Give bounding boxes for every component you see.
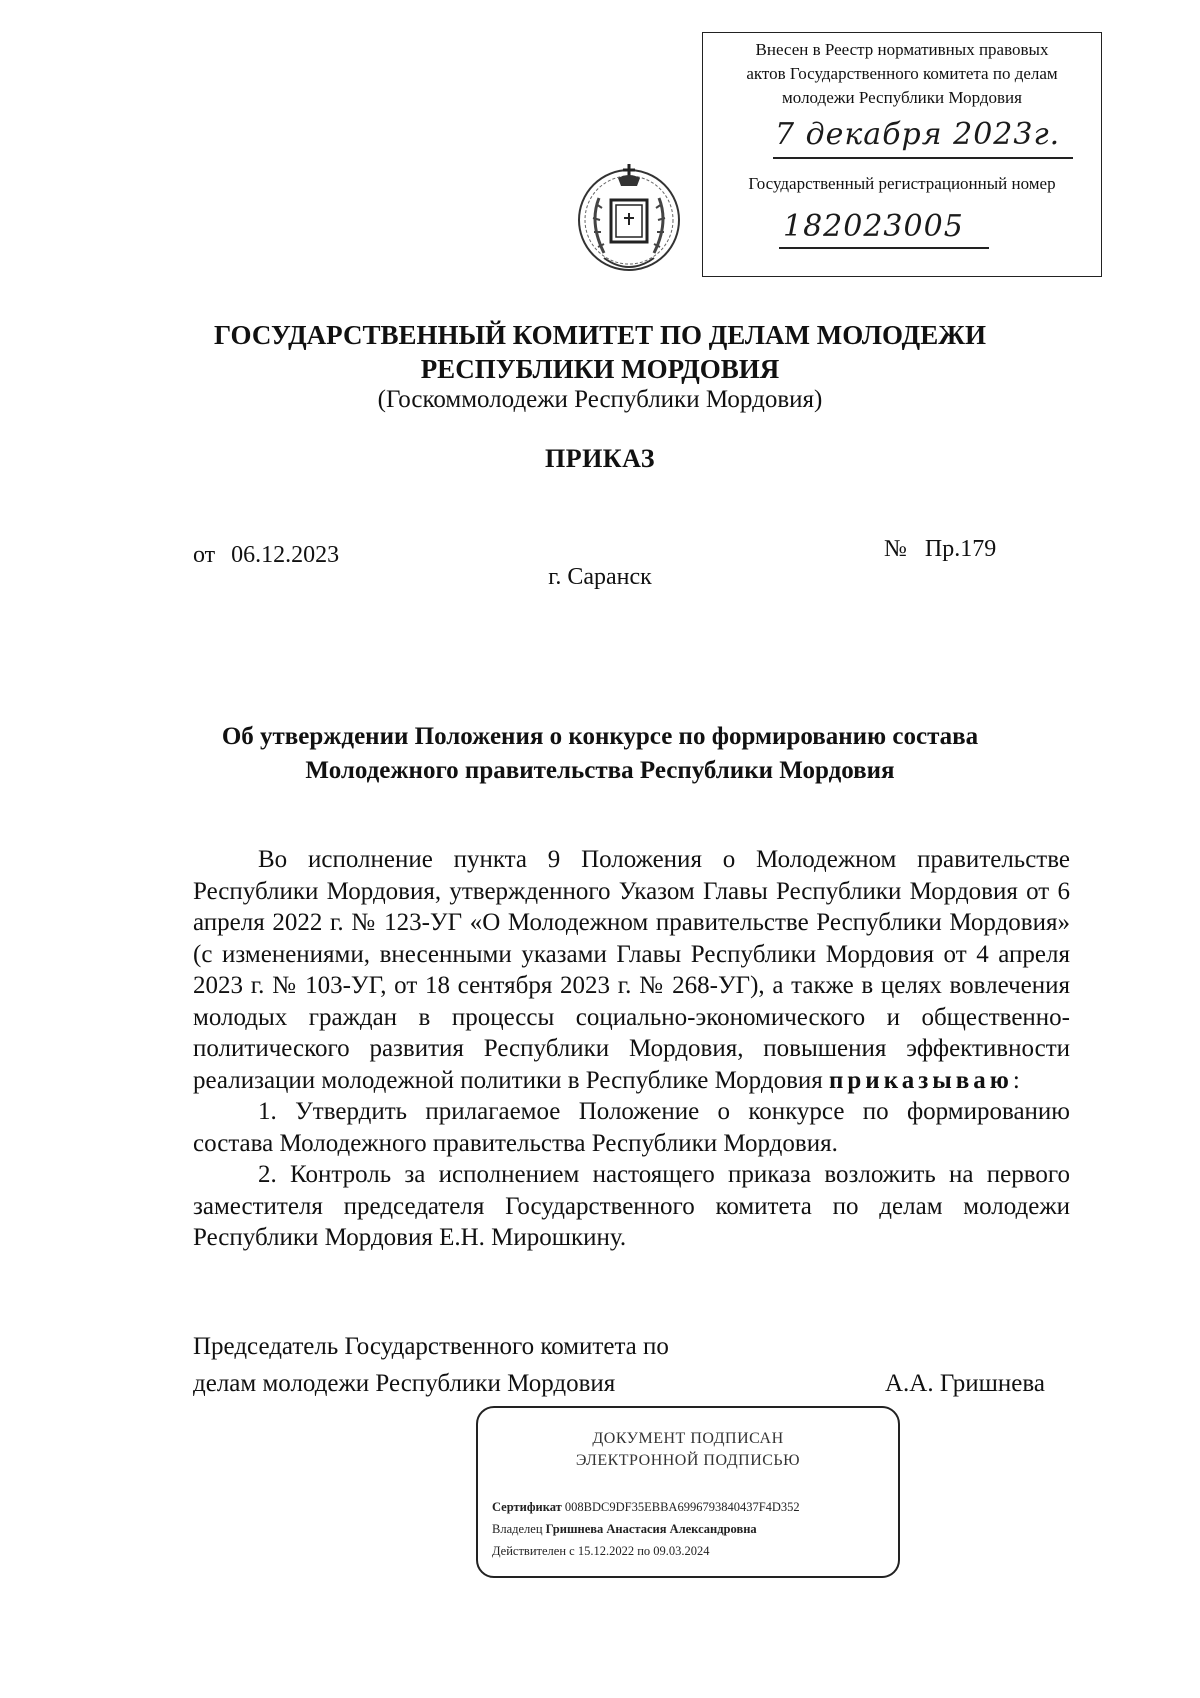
document-number: Пр.179 [924,536,997,562]
validity-label: Действителен с [492,1544,575,1558]
certificate-value: 008BDC9DF35EBBA6996793840437F4D352 [564,1500,800,1514]
valid-from: 15.12.2022 [577,1544,635,1558]
org-name-line-2: РЕСПУБЛИКИ МОРДОВИЯ [420,354,780,384]
signatory-name: А.А. Гришнева [885,1370,1045,1397]
document-city: г. Саранск [548,564,652,590]
certificate-label: Сертификат [492,1500,562,1514]
handwritten-reg-number: 182023005 [783,209,964,244]
e-signature-heading-2: ЭЛЕКТРОННОЙ ПОДПИСЬЮ [575,1452,801,1469]
subject-line-1: Об утверждении Положения о конкурсе по формированию состава [221,723,979,750]
document-type: ПРИКАЗ [544,444,656,473]
order-item-1: 1. Утвердить прилагаемое Положение о конкурсе по формированию состава Молодежного правительства Республики Мордовия. [193,1098,1070,1157]
registry-line-3: молодежи Республики Мордовия [782,88,1022,107]
signatory-position-1: Председатель Государственного комитета по [193,1333,669,1360]
owner-value: Гришнева Анастасия Александровна [545,1522,757,1536]
date-prefix: от [193,542,216,568]
coat-of-arms-icon [574,158,684,278]
order-item-2: 2. Контроль за исполнением настоящего приказа возложить на первого заместителя председателя Государственного комитета по делам молодежи Республики Мордовия Е.Н. Мирошкину. [193,1161,1070,1251]
subject-line-2: Молодежного правительства Республики Мордовия [305,757,895,784]
number-underline [779,247,989,249]
certificate-line [492,1500,890,1515]
number-prefix: № [884,536,907,562]
document-date: 06.12.2023 [231,542,340,568]
order-body [193,844,1070,1254]
e-signature-heading-1: ДОКУМЕНТ ПОДПИСАН [592,1430,784,1447]
preamble-text: Во исполнение пункта 9 Положения о Молодежном правительстве Республики Мордовия, утвержденного Указом Главы Республики Мордовия от 6 апреля 2022 г. № 123-УГ «О Молодежном правительстве Республики Мордовия» (с изменениями, внесенными указами Главы Республики Мордовия от 4 апреля 2023 г. № 103-УГ, от 18 сентября 2023 г. № 268-УГ), а также в целях вовлечения молодых граждан в процессы социально-экономического и общественно-политического развития Республики Мордовия, повышения эффективности реализации молодежной политики в Республике Мордовия [193,846,1070,1094]
preamble-paragraph [193,844,1070,1096]
order-colon: : [1012,1066,1020,1094]
registry-line-1: Внесен в Реестр нормативных правовых [755,40,1049,59]
owner-line [492,1522,890,1537]
validity-line [492,1544,890,1559]
registry-line-2: актов Государственного комитета по делам [746,64,1058,83]
owner-label: Владелец [492,1522,543,1536]
e-signature-stamp [476,1406,900,1578]
registry-stamp [702,32,1102,277]
reg-number-label: Государственный регистрационный номер [748,174,1056,193]
date-underline [773,157,1073,159]
org-name-line-1: ГОСУДАРСТВЕННЫЙ КОМИТЕТ ПО ДЕЛАМ МОЛОДЕЖИ [214,320,986,350]
valid-to-label: по [637,1544,651,1558]
signatory-position-2: делам молодежи Республики Мордовия [193,1370,616,1397]
valid-to: 09.03.2024 [653,1544,710,1558]
org-short-name: (Госкоммолодежи Республики Мордовия) [377,386,823,413]
handwritten-date: 7 декабря 2023г. [775,117,1061,152]
number-block [884,536,996,563]
order-word: приказываю [829,1066,1013,1094]
